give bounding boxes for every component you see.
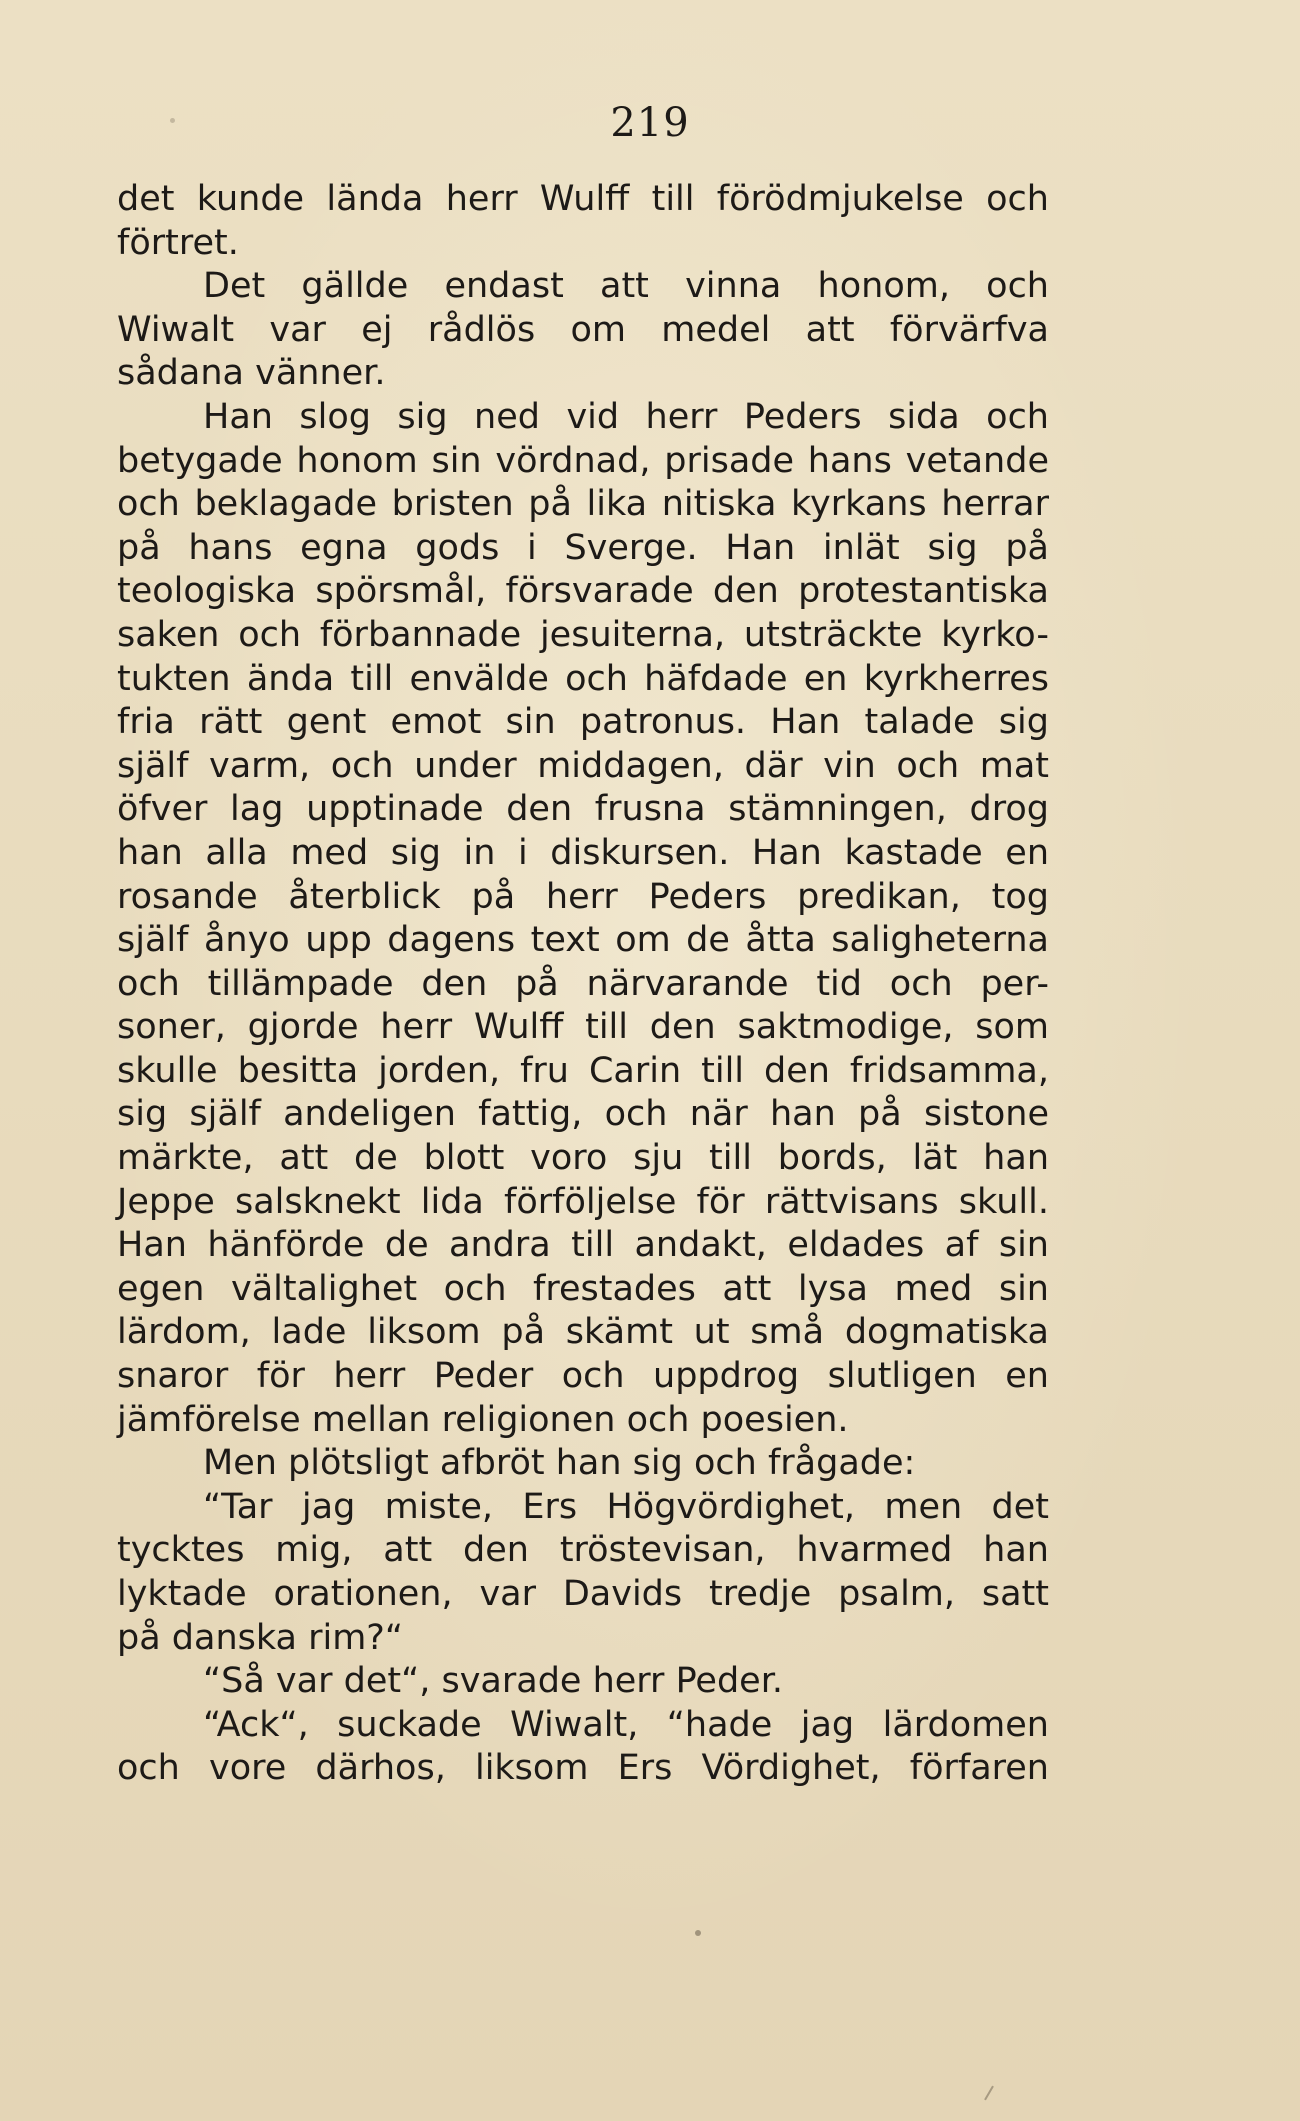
text-line: själf varm, och under middagen, där vin och mat [117,745,1049,786]
text-line: Det gällde endast att vinna honom, och [203,266,1049,307]
text-line: saken och förbannade jesuiterna, utsträckte kyrko- [117,614,1049,655]
text-line: och tillämpade den på närvarande tid och per- [117,963,1049,1004]
text-line: Jeppe salsknekt lida förföljelse för rättvisans skull. [117,1181,1049,1222]
text-line: “Tar jag miste, Ers Högvördighet, men det [203,1486,1049,1527]
text-line: tycktes mig, att den tröstevisan, hvarmed han [117,1530,1049,1571]
text-line: och vore därhos, liksom Ers Vördighet, förfaren [117,1748,1049,1789]
text-line: fria rätt gent emot sin patronus. Han talade sig [117,702,1049,743]
text-line: märkte, att de blott voro sju till bords, lät han [117,1138,1049,1179]
paper-speck [170,118,175,123]
body-text [117,178,1049,1791]
text-line: det kunde lända herr Wulff till förödmjukelse och [117,179,1049,219]
text-line: lyktade orationen, var Davids tredje psalm, satt [117,1574,1049,1614]
text-line: snaror för herr Peder och uppdrog slutligen en [117,1356,1049,1397]
text-line: själf ånyo upp dagens text om de åtta saligheterna [117,920,1049,961]
text-line: förtret. [117,222,239,263]
text-line: Han hänförde de andra till andakt, eldades af sin [117,1225,1049,1266]
text-line: han alla med sig in i diskursen. Han kastade en [117,832,1049,873]
text-line: på hans egna gods i Sverge. Han inlät sig på [117,527,1049,568]
text-line: Men plötsligt afbröt han sig och frågade: [203,1443,916,1484]
text-line: jämförelse mellan religionen och poesien. [117,1399,849,1440]
text-line: och beklagade bristen på lika nitiska kyrkans herrar [117,484,1049,525]
text-line: rosande återblick på herr Peders predikan, tog [117,876,1049,917]
text-line: teologiska spörsmål, försvarade den protestantiska [117,571,1049,612]
text-line: “Ack“, suckade Wiwalt, “hade jag lärdomen [203,1704,1049,1745]
text-line: öfver lag upptinade den frusna stämningen, drog [117,789,1049,830]
text-line: Han slog sig ned vid herr Peders sida och [203,396,1049,437]
text-line: Wiwalt var ej rådlös om medel att förvärfva [117,309,1049,350]
text-line: soner, gjorde herr Wulff till den saktmodige, som [117,1007,1049,1048]
text-line: tukten ända till envälde och häfdade en kyrkherres [117,658,1049,699]
text-line: skulle besitta jorden, fru Carin till den fridsamma, [117,1050,1049,1091]
paper-speck [695,1930,701,1936]
text-line: sig själf andeligen fattig, och när han på sistone [117,1094,1049,1135]
text-line: betygade honom sin vördnad, prisade hans vetande [117,440,1049,481]
page-number: 219 [610,100,690,146]
text-line: egen vältalighet och frestades att lysa med sin [117,1268,1049,1309]
text-line: sådana vänner. [117,353,386,394]
text-line: “Så var det“, svarade herr Peder. [203,1661,784,1702]
text-line: lärdom, lade liksom på skämt ut små dogmatiska [117,1312,1049,1353]
paper-speck [984,2086,994,2101]
text-line: på danska rim?“ [117,1617,404,1658]
